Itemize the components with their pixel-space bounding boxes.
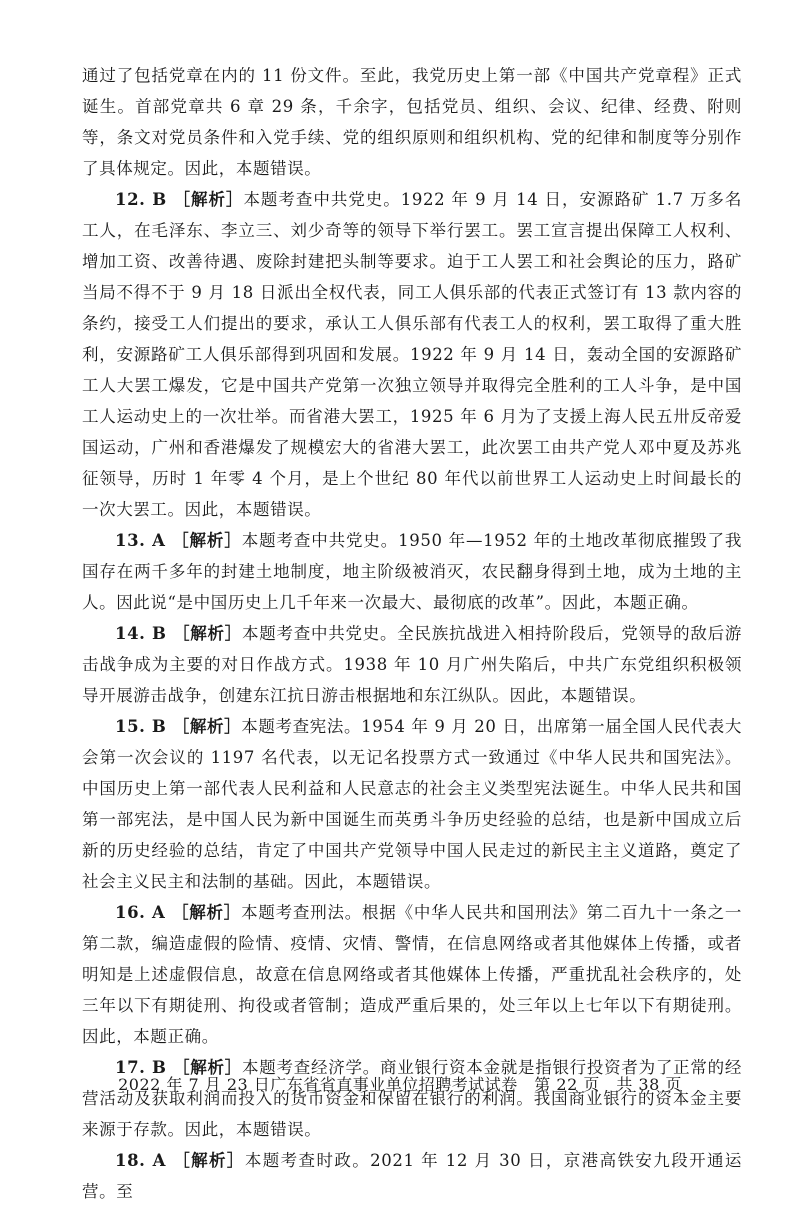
answer-13 [82, 525, 742, 618]
page-footer: 2022 年 7 月 23 日广东省省直事业单位招聘考试试卷 第 22 页 共 38 页 [118, 1075, 682, 1094]
answer-text: 本题考查宪法。1954 年 9 月 20 日，出席第一届全国人民代表大会第一次会议的 1197 名代表，以无记名投票方式一致通过《中华人民共和国宪法》。中国历史上第一部代表人民利益和人民意志的社会主义类型宪法诞生。中华人民共和国第一部宪法，是中国人民为新中国诞生而英勇斗争历史经验的总结，也是新中国成立后新的历史经验的总结，肯定了中国共产党领导中国人民走过的新民主主义道路，奠定了社会主义民主和法制的基础。因此，本题错误。 [82, 717, 742, 891]
answer-head: 18. A ［解析］ [115, 1151, 245, 1170]
answer-12 [82, 184, 742, 525]
answer-15 [82, 711, 742, 897]
answer-head: 16. A ［解析］ [115, 903, 242, 922]
paragraph-text: 通过了包括党章在内的 11 份文件。至此，我党历史上第一部《中国共产党章程》正式诞生。首部党章共 6 章 29 条，千余字，包括党员、组织、会议、纪律、经费、附则等，条文对党员条件和入党手续、党的组织原则和组织机构、党的纪律和制度等分别作了具体规定。因此，本题错误。 [82, 66, 742, 178]
answer-16 [82, 897, 742, 1052]
answer-head: 17. B ［解析］ [115, 1058, 243, 1077]
answer-18 [82, 1145, 742, 1207]
answer-head: 15. B ［解析］ [115, 717, 242, 736]
answer-14 [82, 618, 742, 711]
answer-text: 本题考查刑法。根据《中华人民共和国刑法》第二百九十一条之一第二款，编造虚假的险情、疫情、灾情、警情，在信息网络或者其他媒体上传播，或者明知是上述虚假信息，故意在信息网络或者其他媒体上传播，严重扰乱社会秩序的，处三年以下有期徒刑、拘役或者管制；造成严重后果的，处三年以上七年以下有期徒刑。因此，本题正确。 [82, 903, 742, 1046]
answer-text: 本题考查时政。2021 年 12 月 30 日，京港高铁安九段开通运营。至 [82, 1151, 743, 1201]
answer-text: 本题考查经济学。商业银行资本金就是指银行投资者为了正常的经营活动及获取利润而投入的货币资金和保留在银行的利润。我国商业银行的资本金主要来源于存款。因此，本题错误。 [82, 1058, 742, 1139]
answer-text: 本题考查中共党史。全民族抗战进入相持阶段后，党领导的敌后游击战争成为主要的对日作战方式。1938 年 10 月广州失陷后，中共广东党组织积极领导开展游击战争，创建东江抗日游击根据地和东江纵队。因此，本题错误。 [82, 624, 742, 705]
answer-head: 14. B ［解析］ [115, 624, 243, 643]
document-body [82, 60, 742, 1207]
answer-17 [82, 1052, 742, 1145]
answer-text: 本题考查中共党史。1922 年 9 月 14 日，安源路矿 1.7 万多名工人，在毛泽东、李立三、刘少奇等的领导下举行罢工。罢工宣言提出保障工人权利、增加工资、改善待遇、废除封建把头制等要求。迫于工人罢工和社会舆论的压力，路矿当局不得不于 9 月 18 日派出全权代表，同工人俱乐部的代表正式签订有 13 款内容的条约，接受工人们提出的要求，承认工人俱乐部有代表工人的权利，罢工取得了重大胜利，安源路矿工人俱乐部得到巩固和发展。1922 年 9 月 14 日，轰动全国的安源路矿工人大罢工爆发，它是中国共产党第一次独立领导并取得完全胜利的工人斗争，是中国工人运动史上的一次壮举。而省港大罢工，1925 年 6 月为了支援上海人民五卅反帝爱国运动，广州和香港爆发了规模宏大的省港大罢工，此次罢工由共产党人邓中夏及苏兆征领导，历时 1 年零 4 个月，是上个世纪 80 年代以前世界工人运动史上时间最长的一次大罢工。因此，本题错误。 [82, 190, 743, 519]
answer-head: 13. A ［解析］ [115, 531, 242, 550]
answer-head: 12. B ［解析］ [115, 190, 244, 209]
answer-text: 本题考查中共党史。1950 年—1952 年的土地改革彻底摧毁了我国存在两千多年的封建土地制度，地主阶级被消灭，农民翻身得到土地，成为土地的主人。因此说“是中国历史上几千年来一次最大、最彻底的改革”。因此，本题正确。 [82, 531, 742, 612]
paragraph-continuation [82, 60, 742, 184]
